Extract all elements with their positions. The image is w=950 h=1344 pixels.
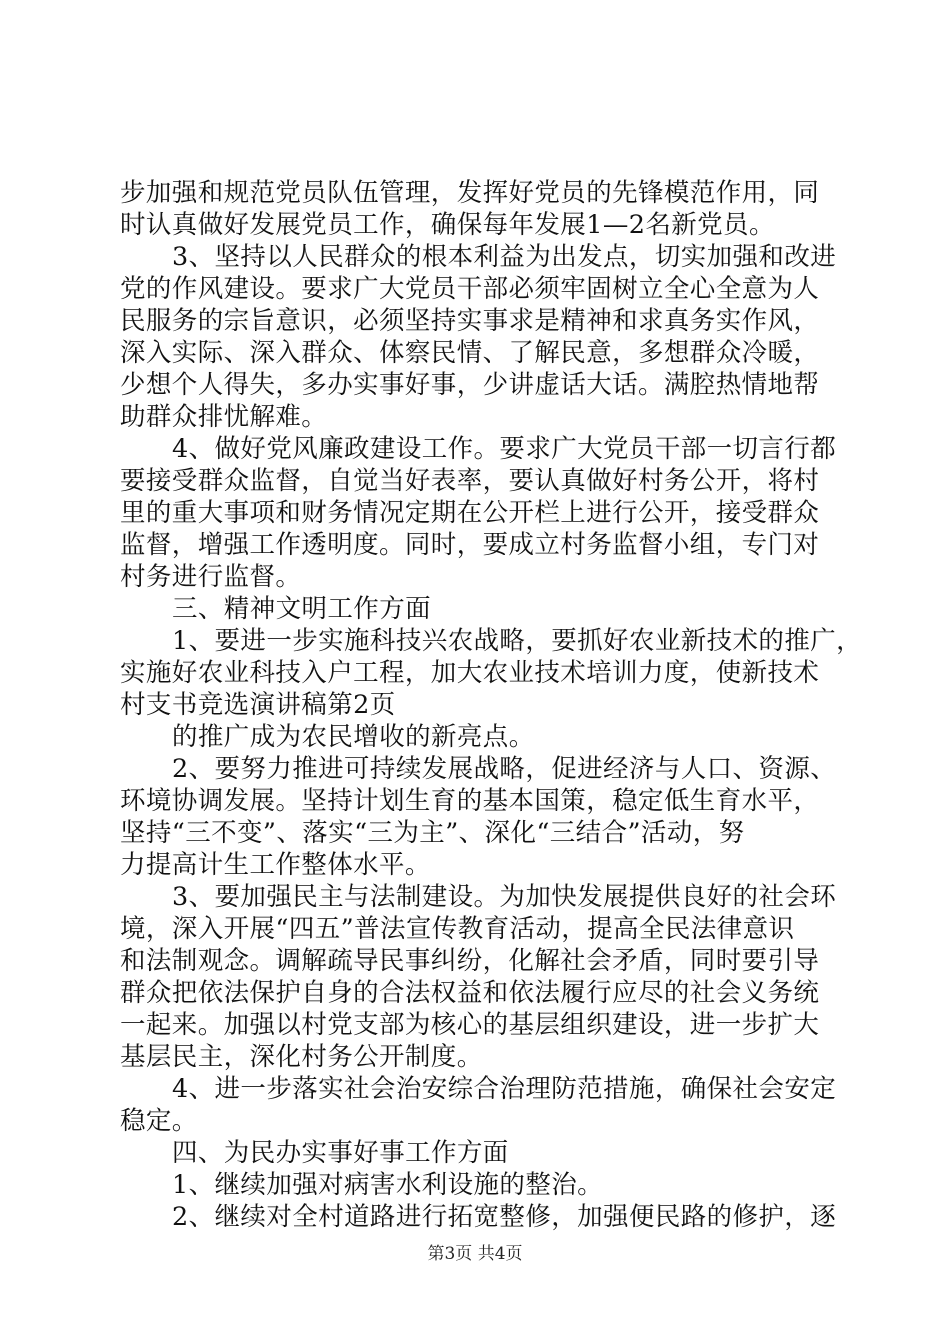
text-line: 坚持“三不变”、落实“三为主”、深化“三结合”活动，努 [120,818,745,848]
paragraph-start: 2、继续对全村道路进行拓宽整修，加强便民路的修护，逐 [172,1202,837,1232]
paragraph-start: 4、进一步落实社会治安综合治理防范措施，确保社会安定 [172,1074,837,1104]
text-line: 深入实际、深入群众、体察民情、了解民意，多想群众冷暖， [120,338,820,368]
page-footer: 第3页 共4页 [427,1244,523,1264]
text-line: 监督，增强工作透明度。同时，要成立村务监督小组，专门对 [120,530,820,560]
text-line: 一起来。加强以村党支部为核心的基层组织建设，进一步扩大 [120,1010,820,1040]
text-line: 村务进行监督。 [120,562,302,592]
text-line: 民服务的宗旨意识，必须坚持实事求是精神和求真务实作风， [120,306,820,336]
text-line: 力提高计生工作整体水平。 [120,850,431,880]
text-line: 党的作风建设。要求广大党员干部必须牢固树立全心全意为人 [120,274,820,304]
text-line: 步加强和规范党员队伍管理，发挥好党员的先锋模范作用，同 [120,178,820,208]
paragraph-start: 3、要加强民主与法制建设。为加快发展提供良好的社会环 [172,882,837,912]
section-heading: 三、精神文明工作方面 [172,594,432,624]
text-line: 群众把依法保护自身的合法权益和依法履行应尽的社会义务统 [120,978,820,1008]
text-line: 实施好农业科技入户工程，加大农业技术培训力度，使新技术 [120,658,820,688]
paragraph-start: 1、继续加强对病害水利设施的整治。 [172,1170,604,1200]
text-line: 村支书竞选演讲稿第2页 [120,690,396,720]
paragraph-start: 1、要进一步实施科技兴农战略，要抓好农业新技术的推广， [172,626,863,656]
text-line: 要接受群众监督，自觉当好表率，要认真做好村务公开，将村 [120,466,820,496]
text-line: 少想个人得失，多办实事好事，少讲虚话大话。满腔热情地帮 [120,370,820,400]
text-line: 境，深入开展“四五”普法宣传教育活动，提高全民法律意识 [120,914,795,944]
text-line: 的推广成为农民增收的新亮点。 [172,722,535,752]
text-line: 里的重大事项和财务情况定期在公开栏上进行公开，接受群众 [120,498,820,528]
text-line: 基层民主，深化村务公开制度。 [120,1042,483,1072]
paragraph-start: 3、坚持以人民群众的根本利益为出发点，切实加强和改进 [172,242,837,272]
text-line: 助群众排忧解难。 [120,402,328,432]
paragraph-start: 4、做好党风廉政建设工作。要求广大党员干部一切言行都 [172,434,837,464]
section-heading: 四、为民办实事好事工作方面 [172,1138,509,1168]
paragraph-start: 2、要努力推进可持续发展战略，促进经济与人口、资源、 [172,754,837,784]
text-line: 时认真做好发展党员工作，确保每年发展1—2名新党员。 [120,210,775,240]
text-line: 和法制观念。调解疏导民事纠纷，化解社会矛盾，同时要引导 [120,946,820,976]
text-line: 稳定。 [120,1106,198,1136]
text-line: 环境协调发展。坚持计划生育的基本国策，稳定低生育水平， [120,786,820,816]
